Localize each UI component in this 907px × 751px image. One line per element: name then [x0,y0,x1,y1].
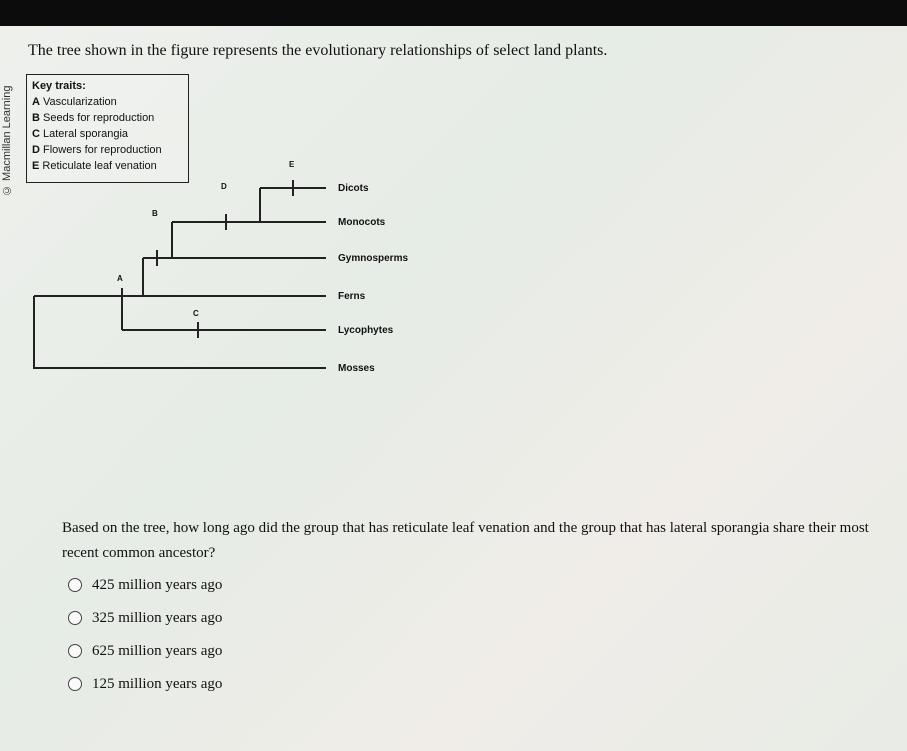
option-label: 325 million years ago [92,609,223,626]
option-label: 125 million years ago [92,675,223,692]
trait-label-b: B [152,209,158,218]
taxon-gymnosperms: Gymnosperms [338,253,409,264]
key-item: A Vascularization [32,96,117,108]
trait-label-e: E [289,160,295,169]
key-title: Key traits: [32,80,86,92]
option-label: 625 million years ago [92,642,223,659]
copyright-watermark: © Macmillan Learning [1,85,13,196]
key-item: E Reticulate leaf venation [32,160,157,172]
answer-option-4[interactable] [68,673,222,695]
answer-option-3[interactable] [68,640,222,662]
question-text: Based on the tree, how long ago did the group that has reticulate leaf venation and the group that has lateral sporangia share their most recent common ancestor? [62,520,869,561]
option-label: 425 million years ago [92,576,223,593]
radio-button[interactable] [68,611,82,625]
tree-branches [34,180,326,368]
branch-gymnosperms [172,222,326,258]
taxon-monocots: Monocots [338,217,386,228]
taxon-ferns: Ferns [338,291,366,302]
key-item: D Flowers for reproduction [32,144,162,156]
radio-button[interactable] [68,677,82,691]
question-intro: The tree shown in the figure represents the evolutionary relationships of select land plants. [28,42,608,59]
screen [0,26,907,751]
trait-label-d: D [221,182,227,191]
key-item: C Lateral sporangia [32,128,129,140]
radio-button[interactable] [68,578,82,592]
branch-mosses [34,296,326,368]
answer-option-1[interactable] [68,574,222,596]
radio-button[interactable] [68,644,82,658]
taxon-dicots: Dicots [338,183,369,194]
key-item: B Seeds for reproduction [32,112,155,124]
trait-label-a: A [117,274,123,283]
taxon-mosses: Mosses [338,363,375,374]
taxon-lycophytes: Lycophytes [338,325,394,336]
branch-ferns [143,258,326,296]
trait-label-c: C [193,309,199,318]
answer-option-2[interactable] [68,607,222,629]
